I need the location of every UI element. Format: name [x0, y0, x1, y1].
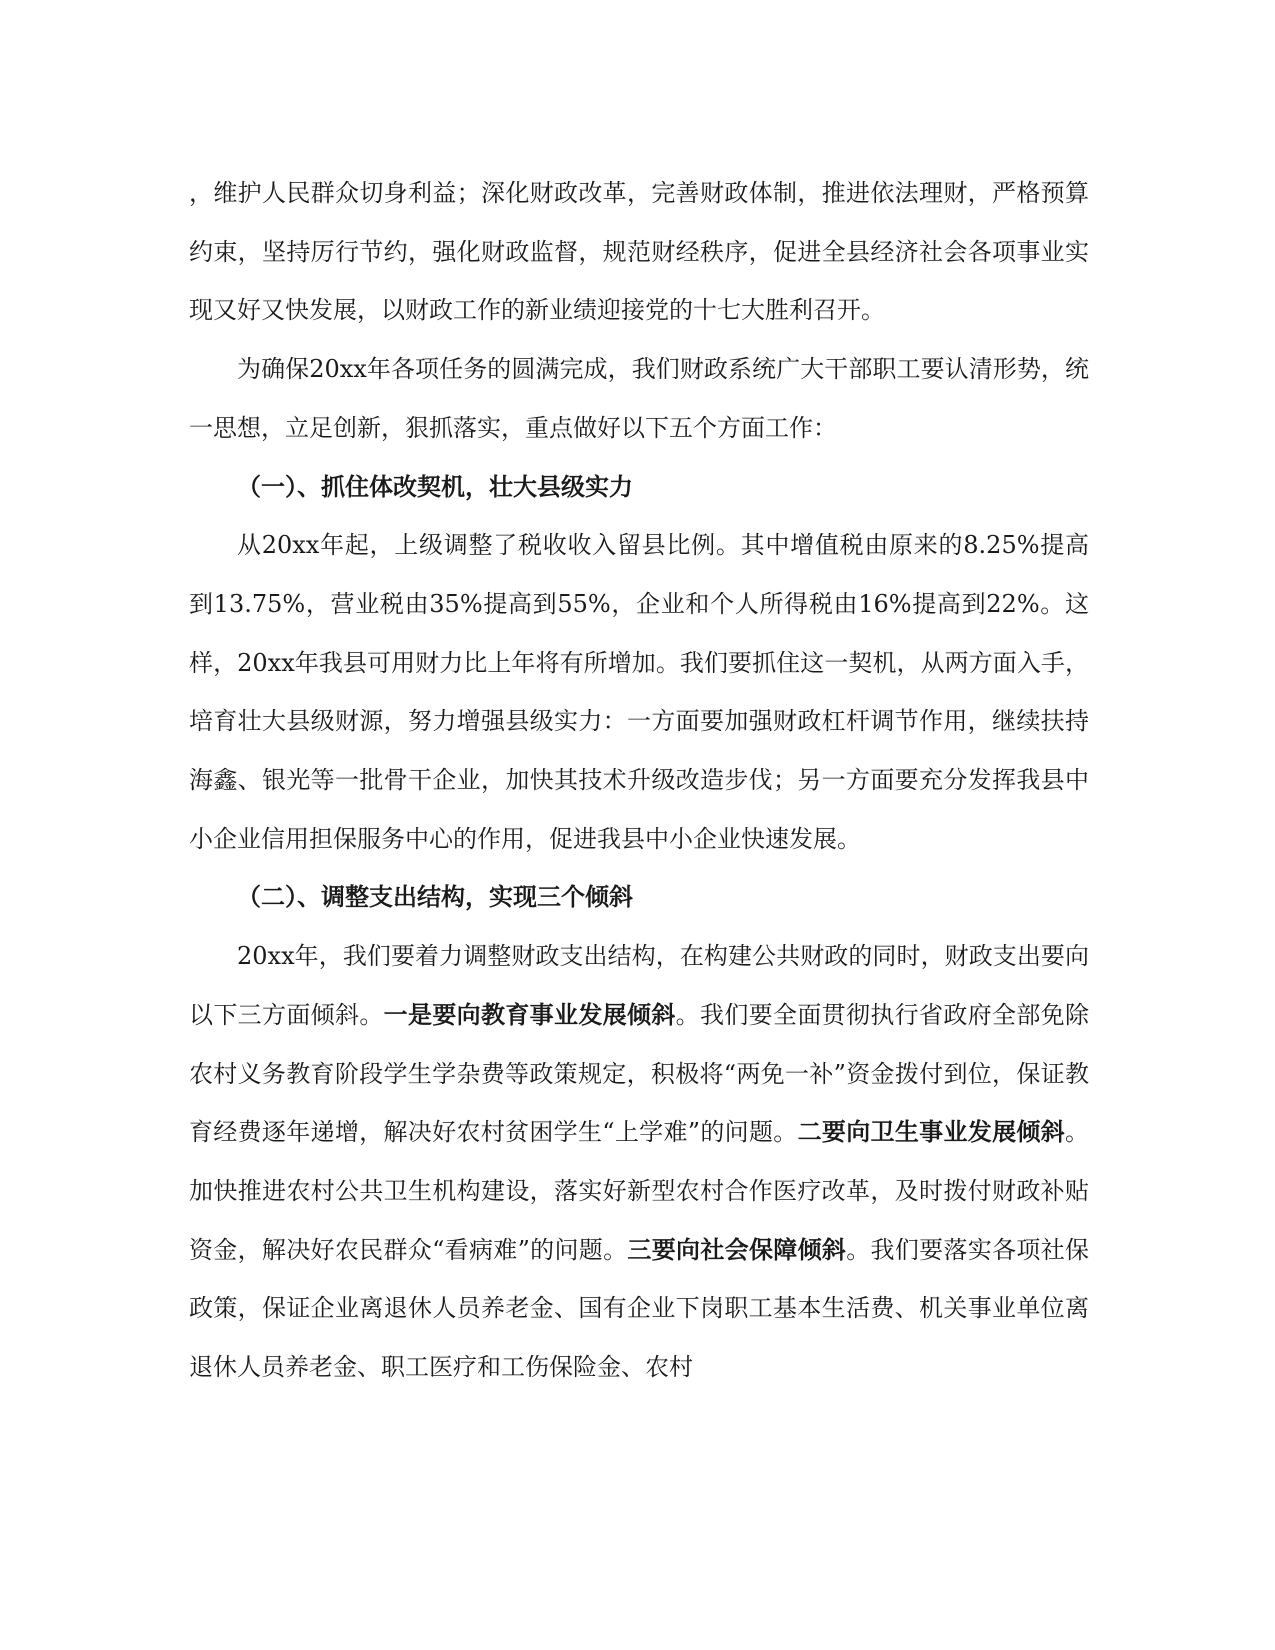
social-security-text: 。我们要落实各项社保政策，保证企业离退休人员养老金、国有企业下岗职工基本生活费、机关事业单位离退休人员养老金、职工医疗和工伤保险金、农村 — [189, 1235, 1090, 1382]
paragraph-tax-reform: 从20xx年起，上级调整了税收收入留县比例。其中增值税由原来的8.25%提高到13.75%，营业税由35%提高到55%，企业和个人所得税由16%提高到22%。这样，20xx年我县可用财力比上年将有所增加。我们要抓住这一契机，从两方面入手，培育壮大县级财源，努力增强县级实力：一方面要加强财政杠杆调节作用，继续扶持海鑫、银光等一批骨干企业，加快其技术升级改造步伐；另一方面要充分发挥我县中小企业信用担保服务中心的作用，促进我县中小企业快速发展。 — [189, 531, 1089, 853]
education-text: 。我们要全面贯彻执行省政府全部免除农村义务教育阶段学生学杂费等政策规定，积极将“两免一补”资金拨付到位，保证教育经费逐年递增，解决好农村贫困学生“上学难”的问题。 — [189, 1000, 1090, 1147]
document-body — [189, 164, 1089, 1397]
section-heading-2: （二）、调整支出结构，实现三个倾斜 — [237, 883, 633, 912]
health-text: 。加快推进农村公共卫生机构建设，落实好新型农村合作医疗改革，及时拨付财政补贴资金，解决好农民群众“看病难”的问题。 — [189, 1118, 1089, 1264]
section-heading-1: （一）、抓住体改契机，壮大县级实力 — [237, 472, 633, 501]
paragraph-intro: 为确保20xx年各项任务的圆满完成，我们财政系统广大干部职工要认清形势，统一思想，立足创新，狠抓落实，重点做好以下五个方面工作： — [189, 355, 1089, 442]
emphasis-health: 二要向卫生事业发展倾斜 — [797, 1118, 1065, 1147]
paragraph-spending — [189, 927, 1089, 1397]
spending-intro-text: 20xx年，我们要着力调整财政支出结构，在构建公共财政的同时，财政支出要向以下三方面倾斜。 — [189, 942, 1089, 1029]
paragraph-continuation: ，维护人民群众切身利益；深化财政改革，完善财政体制，推进依法理财，严格预算约束，坚持厉行节约，强化财政监督，规范财经秩序，促进全县经济社会各项事业实现又好又快发展，以财政工作的新业绩迎接党的十七大胜利召开。 — [189, 179, 1089, 325]
emphasis-social-security: 三要向社会保障倾斜 — [627, 1235, 847, 1264]
emphasis-education: 一是要向教育事业发展倾斜 — [383, 1000, 676, 1029]
